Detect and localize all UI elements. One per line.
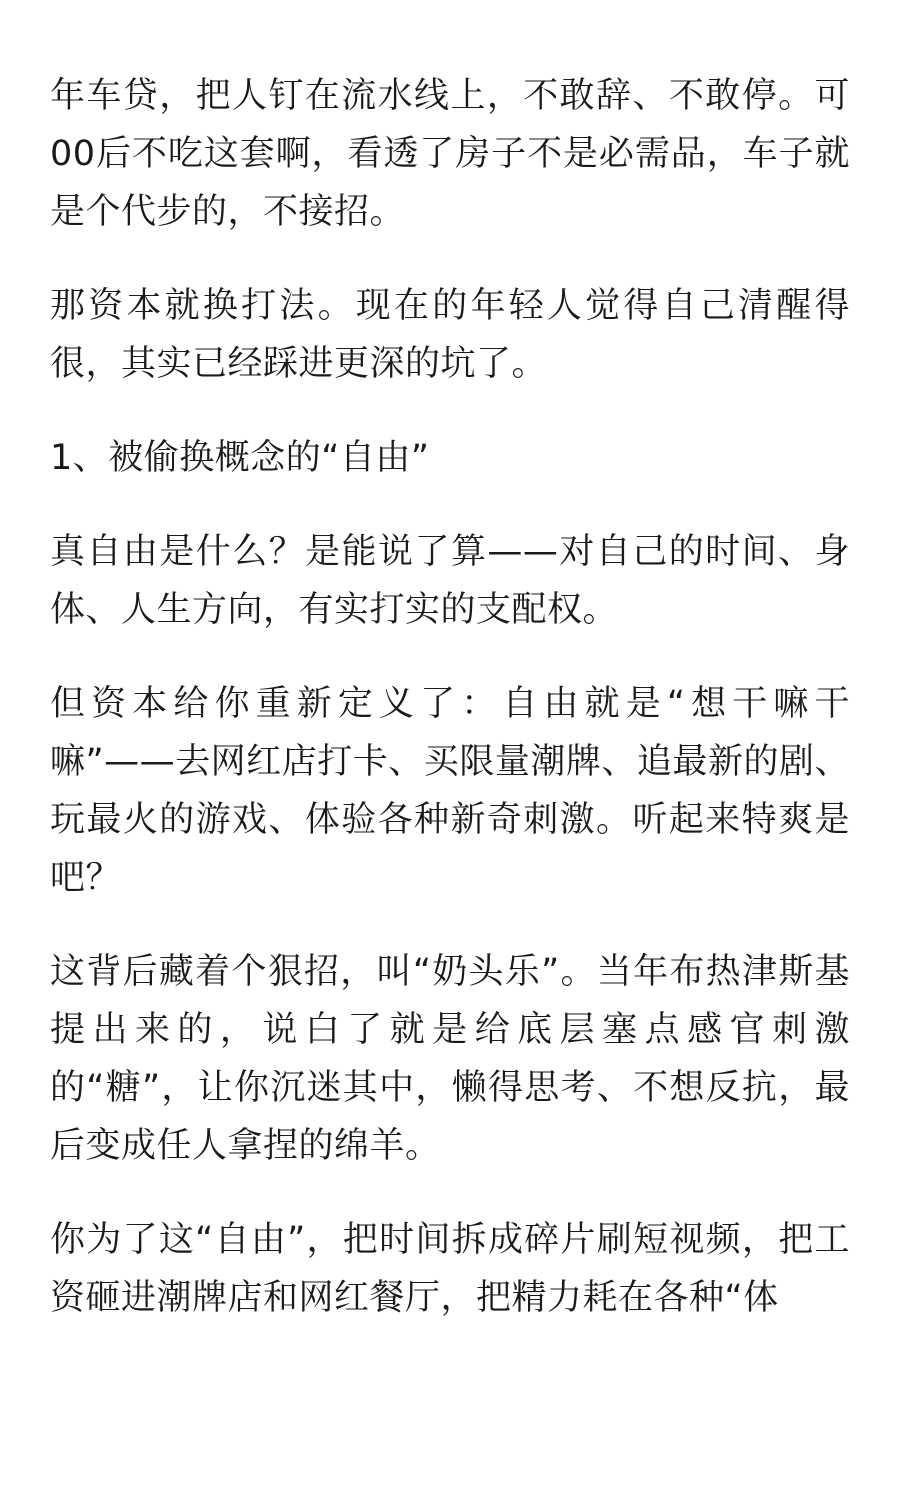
article-body — [50, 67, 850, 1363]
paragraph-redefined-freedom: 但资本给你重新定义了：自由就是“想干嘛干嘛”——去网红店打卡、买限量潮牌、追最新的剧、玩最火的游戏、体验各种新奇刺激。听起来特爽是吧？ — [50, 684, 850, 898]
paragraph-car-loan: 年车贷，把人钉在流水线上，不敢辞、不敢停。可00后不吃这套啊，看透了房子不是必需品，车子就是个代步的，不接招。 — [50, 76, 850, 232]
paragraph-time-fragments: 你为了这“自由”，把时间拆成碎片刷短视频，把工资砸进潮牌店和网红餐厅，把精力耗在各种“体 — [50, 1220, 850, 1318]
paragraph-tittytainment: 这背后藏着个狠招，叫“奶头乐”。当年布热津斯基提出来的，说白了就是给底层塞点感官刺激的“糖”，让你沉迷其中，懒得思考、不想反抗，最后变成任人拿捏的绵羊。 — [50, 952, 850, 1166]
paragraph-capital-strategy: 那资本就换打法。现在的年轻人觉得自己清醒得很，其实已经踩进更深的坑了。 — [50, 286, 850, 384]
paragraph-true-freedom: 真自由是什么？是能说了算——对自己的时间、身体、人生方向，有实打实的支配权。 — [50, 532, 850, 630]
section-heading-freedom: 1、被偷换概念的“自由” — [50, 438, 430, 478]
